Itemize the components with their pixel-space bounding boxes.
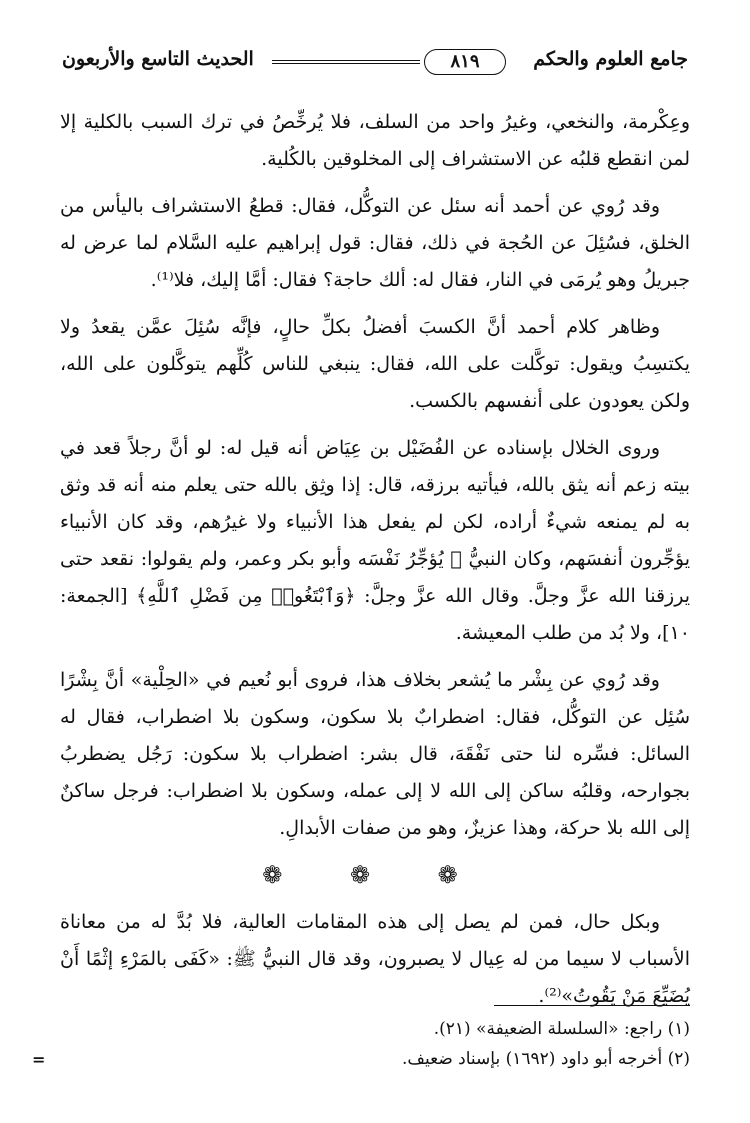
header-rule-left: [272, 60, 420, 64]
section-ornaments: ❁ ❁ ❁: [262, 861, 488, 889]
paragraph: وعِكْرمة، والنخعي، وغيرُ واحد من السلف، فلا يُرخِّصُ في ترك السبب بالكلية إلا لمن انقطع قلبُه عن الاستشراف إلى المخلوقين بالكُلية.: [60, 111, 690, 170]
paragraph: وقد رُوي عن أحمد أنه سئل عن التوكُّل، فقال: قطعُ الاستشراف باليأس من الخلق، فسُئِلَ عن الحُجة في ذلك، فقال: قول إبراهيم عليه السَّلام لما عرض له جبريلُ وهو يُرمَى في النار، فقال له: ألك حاجة؟ فقال: أمَّا إليك، فلا⁽¹⁾.: [60, 195, 690, 291]
margin-mark: =: [32, 1050, 46, 1069]
closing-paragraph: وبكل حال، فمن لم يصل إلى هذه المقامات العالية، فلا بُدَّ له من معاناة الأسباب لا سيما من له عِيال لا يصبرون، وقد قال النبيُّ ﷺ: «كَفَى بالمَرْءِ إثْمًا أَنْ يُضَيِّعَ مَنْ يَقُوتُ»⁽²⁾.: [60, 911, 690, 1007]
footnotes: [60, 1014, 690, 1074]
book-title: جامع العلوم والحكم: [533, 48, 688, 70]
footnote-rule: [494, 1005, 690, 1006]
chapter-title: الحديث التاسع والأربعون: [62, 48, 254, 70]
paragraph: وروى الخلال بإسناده عن الفُضَيْل بن عِيَاض أنه قيل له: لو أنَّ رجلاً قعد في بيته زعم أنه يثق بالله، فيأتيه برزقه، قال: إذا وثِق بالله حتى يعلم منه أنه قد وثق به لم يمنعه شيءٌ أراده، لكن لم يفعل هذا الأنبياء ولا غيرُهم، وقد كان الأنبياء يؤجِّرون أنفسَهم، وكان النبيُّ ﷺ يُؤجِّرُ نَفْسَه وأبو بكر وعمر، ولم يقولوا: نقعد حتى يرزقنا الله عزَّ وجلَّ. وقال الله عزَّ وجلَّ: ﴿وَٱبْتَغُوا۟ مِن فَضْلِ ٱللَّهِ﴾ [الجمعة: ١٠]، ولا بُد من طلب المعيشة.: [60, 437, 690, 644]
paragraph: وقد رُوي عن بِشْر ما يُشعر بخلاف هذا، فروى أبو نُعيم في «الحِلْية» أنَّ بِشْرًا سُئِل عن التوكُّل، فقال: اضطرابٌ بلا سكون، وسكون بلا اضطراب، فقال له السائل: فسِّره لنا حتى نَفْقَهَ، قال بشر: اضطراب بلا سكون: رَجُل يضطربُ بجوارحه، وقلبُه ساكن إلى الله لا إلى عمله، وسكون بلا اضطراب: فرجل ساكنٌ إلى الله بلا حركة، وهذا عزيزٌ، وهو من صفات الأبدالِ.: [60, 669, 690, 839]
footnote: (٢) أخرجه أبو داود (١٦٩٢) بإسناد ضعيف.: [402, 1049, 690, 1069]
footnote: (١) راجع: «السلسلة الضعيفة» (٢١).: [433, 1019, 690, 1039]
page-header: [62, 44, 688, 80]
paragraph: وظاهر كلام أحمد أنَّ الكسبَ أفضلُ بكلِّ حالٍ، فإنَّه سُئِلَ عمَّن يقعدُ ولا يكتسِبُ ويقول: توكَّلت على الله، فقال: ينبغي للناس كُلِّهم يتوكَّلون على الله، ولكن يعودون على أنفسهم بالكسب.: [60, 316, 690, 412]
main-text: [60, 104, 690, 1025]
page-number: ٨١٩: [424, 49, 506, 75]
